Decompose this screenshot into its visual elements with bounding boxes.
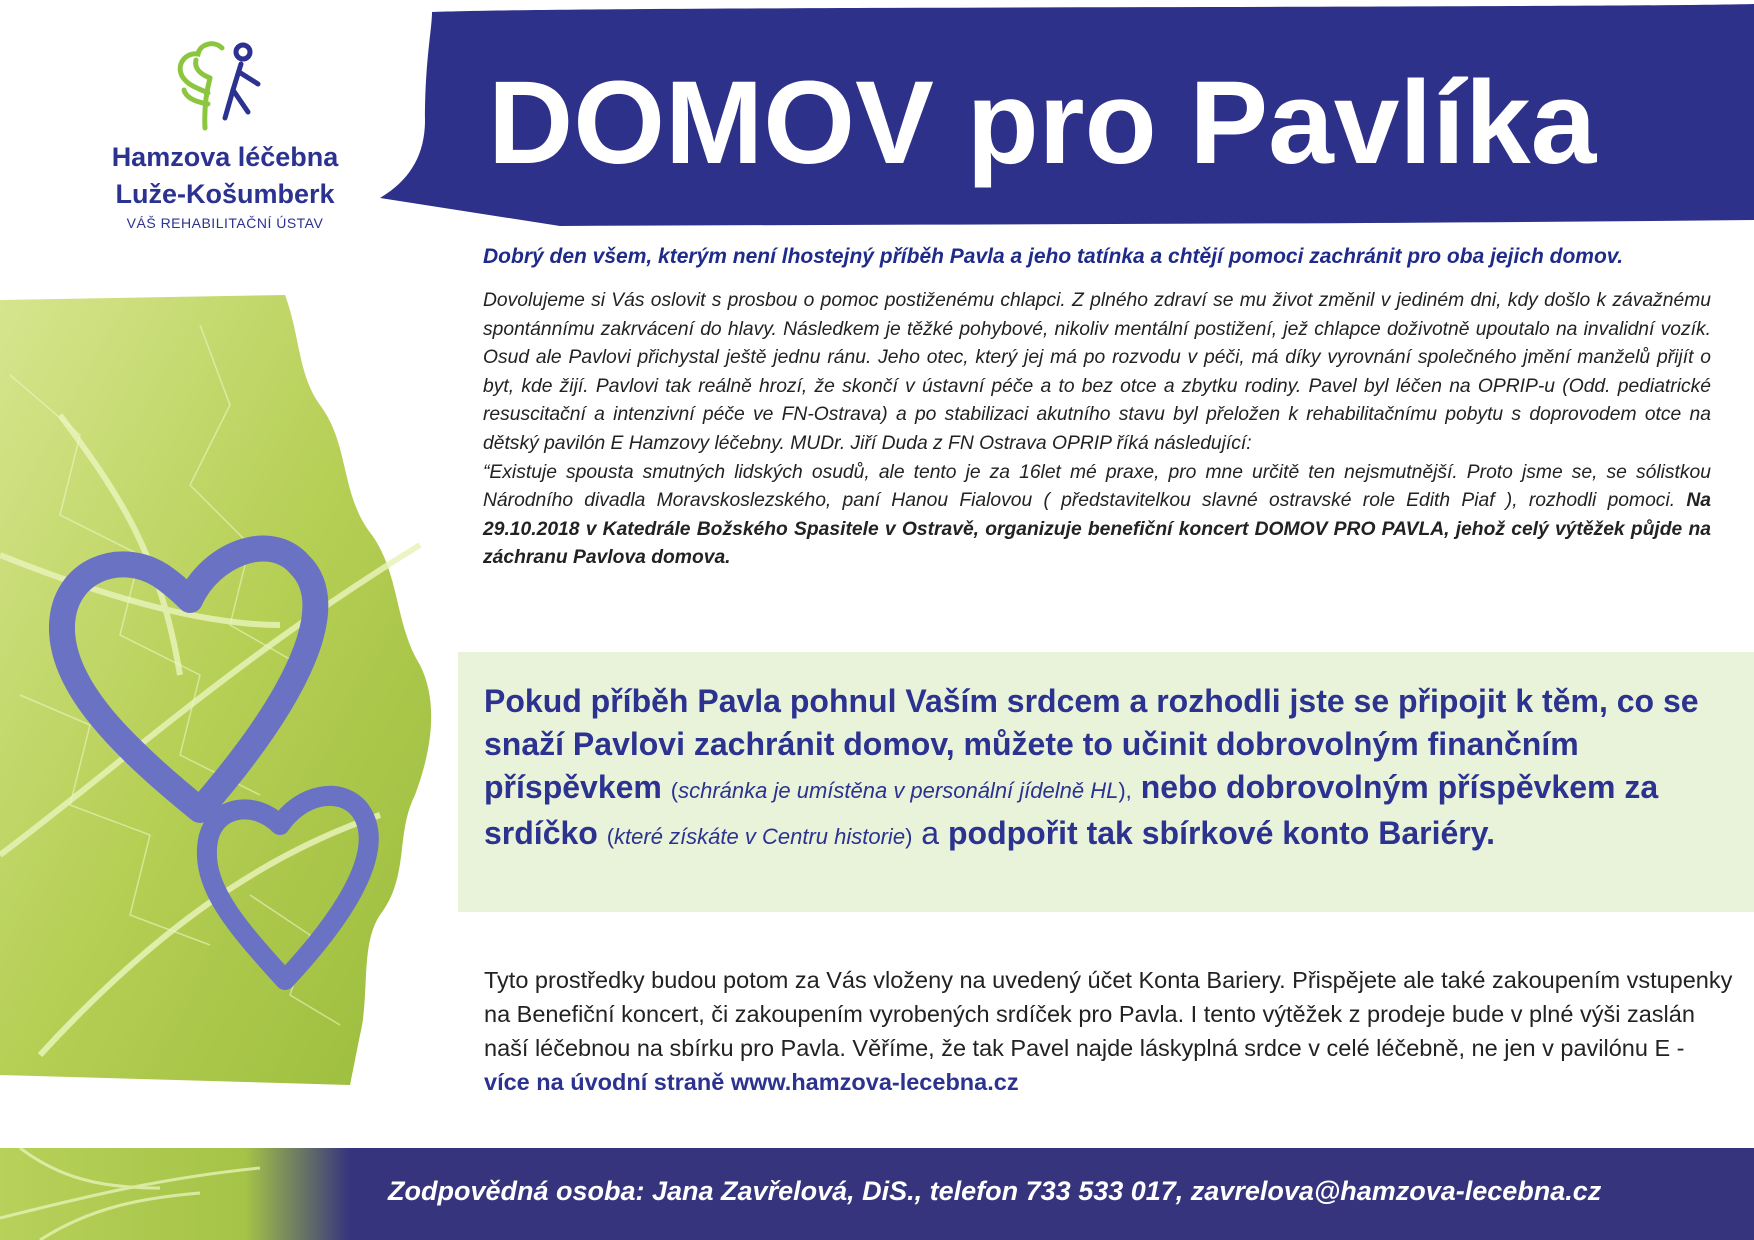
leaf-with-hearts-image xyxy=(0,295,470,1085)
footer-bar xyxy=(0,1148,1754,1240)
logo-name-line2: Luže-Košumberk xyxy=(115,179,335,209)
appeal-note2-text: které získáte v Centru historie xyxy=(614,824,906,849)
website-link[interactable]: více na úvodní straně www.hamzova-lecebna.cz xyxy=(484,1069,1019,1095)
page-title: DOMOV pro Pavlíka xyxy=(488,57,1597,189)
closing-paragraph: Tyto prostředky budou potom za Vás vloženy na uvedený účet Konta Bariery. Přispějete ale také zakoupením vstupenky na Benefiční koncert, či zakoupením vyrobených srdíček pro Pavla. I tento výtěžek z prodeje bude v plné výši zaslán naší léčebnou na sbírku pro Pavla. Věříme, že tak Pavel najde láskyplná srdce v celé léčebně, ne jen v pavilónu E - xyxy=(484,967,1733,1061)
footer-leaf-image xyxy=(0,1148,350,1240)
appeal-note1: (schránka je umístěna v personální jídelně HL), xyxy=(670,778,1132,803)
appeal-part1: Pokud příběh Pavla pohnul Vaším srdcem a rozhodli jste se připojit k těm, co se snaží Pavlovi zachránit domov, můžete to učinit dobrovolným finančním příspěvkem xyxy=(484,683,1699,805)
logo-name-line1: Hamzova léčebna xyxy=(111,142,339,172)
concert-announcement: Na 29.10.2018 v Katedrále Božského Spasitele v Ostravě, organizuje benefiční koncert DOMOV PRO PAVLA, jehož celý výtěžek půjde na záchranu Pavlova domova. xyxy=(483,490,1711,569)
closing-text xyxy=(484,963,1734,1099)
appeal-note1-text: schránka je umístěna v personální jídelně HL xyxy=(678,778,1119,803)
story-paragraph: Dovolujeme si Vás oslovit s prosbou o pomoc postiženému chlapci. Z plného zdraví se mu život změnil v jediném dni, kdy došlo k závažnému spontánnímu zakrvácení do hlavy. Následkem je těžké pohybové, nikoliv mentální postižení, jež chlapce doživotně upoutalo na invalidní vozík. Osud ale Pavlovi přichystal ještě jednu ránu. Jeho otec, který jej má po rozvodu v péči, má díky vyrovnání společného jmění manželů přijít o byt, kde žijí. Pavlovi tak reálně hrozí, že skončí v ústavní péče a to bez otce a zbytku rodiny. Pavel byl léčen na OPRIP-u (Odd. pediatrické resuscitační a intenzivní péče ve FN-Ostrava) a po stabilizaci akutního stavu byl přeložen k rehabilitačnímu pobytu s doprovodem otce na dětský pavilón E Hamzovy léčebny. MUDr. Jiří Duda z FN Ostrava OPRIP říká následující: xyxy=(483,290,1711,454)
donation-appeal xyxy=(484,680,1734,858)
logo-tagline: VÁŠ REHABILITAČNÍ ÚSTAV xyxy=(126,215,324,231)
intro-greeting: Dobrý den všem, kterým není lhostejný příběh Pavla a jeho tatínka a chtějí pomoci zachránit pro oba jejich domov. xyxy=(483,245,1624,268)
appeal-note2: (které získáte v Centru historie) xyxy=(606,824,913,849)
appeal-part3: podpořit tak sbírkové konto Bariéry. xyxy=(947,815,1496,851)
contact-info: Zodpovědná osoba: Jana Zavřelová, DiS., telefon 733 533 017, zavrelova@hamzova-lecebna.cz xyxy=(388,1176,1602,1206)
story-quote: “Existuje spousta smutných lidských osudů, ale tento je za 16let mé praxe, pro mne určitě ten nejsmutnější. Proto jsme se, se sólistkou Národního divadla Moravskoslezského, paní Hanou Fialovou ( představitelkou slavné ostravské role Edith Piaf ), rozhodli pomoci. xyxy=(483,461,1711,512)
appeal-part2: nebo dobrovolným příspěvkem za srdíčko xyxy=(484,769,1659,851)
appeal-connector: a xyxy=(921,815,940,851)
story-text xyxy=(483,287,1711,573)
